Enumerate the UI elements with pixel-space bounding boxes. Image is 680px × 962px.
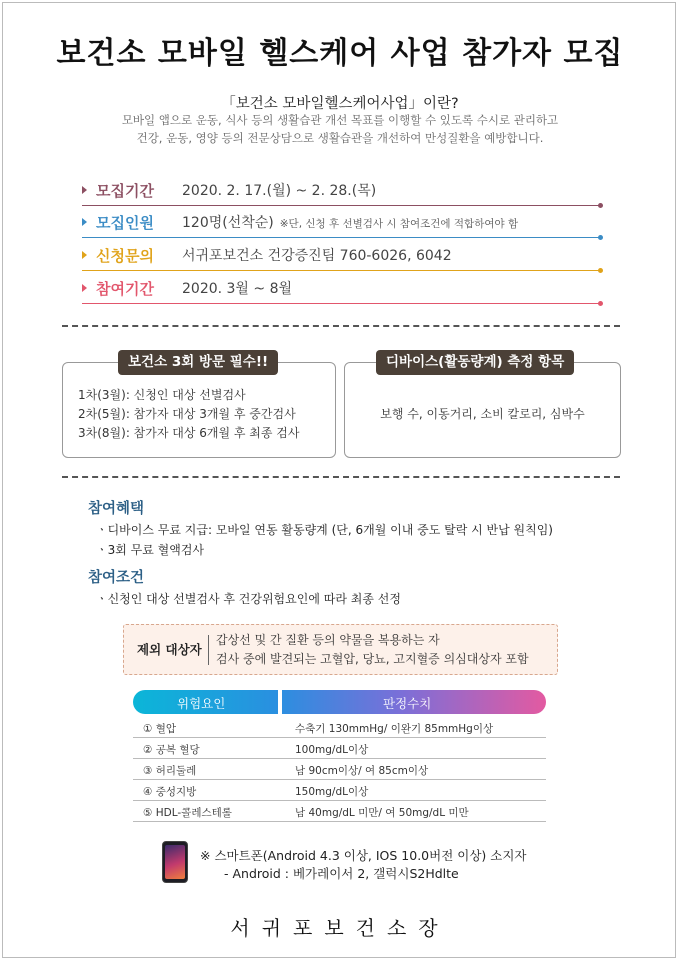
participation-value: 2020. 3월 ~ 8월	[182, 281, 293, 297]
info-row-period	[82, 180, 602, 212]
threshold: 100mg/dL이상	[295, 744, 369, 756]
visit-item: 1차(3월): 신청인 대상 선별검사	[78, 388, 246, 402]
arrow-icon	[82, 186, 87, 194]
smartphone-requirement: ※ 스마트폰(Android 4.3 이상, IOS 10.0버전 이상) 소지자	[200, 848, 527, 863]
table-row	[133, 759, 546, 780]
intro-line: 건강, 운동, 영양 등의 전문상담으로 생활습관을 개선하여 만성질환을 예방합니다.	[136, 131, 544, 145]
arrow-icon	[82, 251, 87, 259]
exclusion-label: 제외 대상자	[137, 642, 202, 657]
table-row	[133, 801, 546, 822]
dashed-divider	[62, 476, 620, 478]
exclusion-box	[123, 624, 558, 675]
arrow-icon	[82, 218, 87, 226]
benefits-title: 참여혜택	[88, 501, 145, 517]
intro-line: 모바일 앱으로 운동, 식사 등의 생활습관 개선 목표를 이행할 수 있도록 수시로 관리하고	[121, 113, 559, 127]
info-row-participation	[82, 278, 602, 310]
risk-factor: ③ 허리둘레	[143, 765, 197, 777]
visit-box-title: 보건소 3회 방문 필수!!	[118, 350, 278, 375]
participation-label: 참여기간	[96, 280, 154, 298]
table-row	[133, 717, 546, 738]
header-risk-factor: 위험요인	[177, 696, 226, 711]
dashed-divider	[62, 325, 620, 327]
smartphone-icon	[162, 841, 188, 883]
divider-line	[82, 237, 600, 238]
period-label: 모집기간	[96, 182, 154, 200]
visit-list	[78, 386, 300, 443]
exclusion-line: 갑상선 및 간 질환 등의 약물을 복용하는 자	[216, 633, 440, 647]
table-row	[133, 738, 546, 759]
threshold: 남 40mg/dL 미만/ 여 50mg/dL 미만	[295, 807, 469, 819]
info-row-contact	[82, 245, 602, 277]
criteria-table	[133, 690, 546, 822]
period-value: 2020. 2. 17.(월) ~ 2. 28.(목)	[182, 183, 377, 199]
intro-body	[60, 111, 620, 147]
risk-factor: ② 공복 혈당	[143, 744, 200, 756]
divider-line	[82, 205, 600, 206]
conditions-title: 참여조건	[88, 570, 145, 586]
count-label: 모집인원	[96, 214, 154, 232]
count-note: ※단, 신청 후 선별검사 시 참여조건에 적합하여야 함	[279, 218, 519, 230]
threshold: 150mg/dL이상	[295, 786, 369, 798]
intro-heading: 「보건소 모바일헬스케어사업」이란?	[221, 96, 459, 112]
visit-item: 2차(5월): 참가자 대상 3개월 후 중간검사	[78, 407, 296, 421]
threshold: 수축기 130mmHg/ 이완기 85mmHg이상	[295, 723, 494, 735]
contact-label: 신청문의	[96, 247, 154, 265]
header-divider	[278, 690, 282, 714]
header-threshold: 판정수치	[383, 696, 432, 711]
benefit-item: ㆍ디바이스 무료 지급: 모바일 연동 활동량계 (단, 6개월 이내 중도 탈락 시 반납 원칙임)	[96, 523, 553, 537]
threshold: 남 90cm이상/ 여 85cm이상	[295, 765, 429, 777]
count-value: 120명(선착순)	[182, 215, 274, 231]
divider-line	[82, 270, 600, 271]
info-row-count	[82, 212, 602, 244]
smartphone-models: - Android : 베가레이서 2, 갤럭시S2Hdlte	[224, 866, 459, 881]
risk-factor: ① 혈압	[143, 723, 177, 735]
divider-line	[82, 303, 600, 304]
arrow-icon	[82, 284, 87, 292]
visit-box	[62, 354, 336, 458]
exclusion-separator	[208, 635, 209, 665]
device-items: 보행 수, 이동거리, 소비 칼로리, 심박수	[380, 407, 585, 421]
page-title: 보건소 모바일 헬스케어 사업 참가자 모집	[56, 36, 624, 71]
condition-item: ㆍ신청인 대상 선별검사 후 건강위험요인에 따라 최종 선정	[96, 592, 401, 606]
risk-factor: ④ 중성지방	[143, 786, 197, 798]
device-box-title: 디바이스(활동량계) 측정 항목	[376, 350, 574, 375]
exclusion-line: 검사 중에 발견되는 고혈압, 당뇨, 고지혈증 의심대상자 포함	[216, 652, 529, 666]
table-header	[133, 690, 546, 714]
count-value-wrap	[182, 212, 518, 232]
table-row	[133, 780, 546, 801]
risk-factor: ⑤ HDL-콜레스테롤	[143, 807, 232, 819]
visit-item: 3차(8월): 참가자 대상 6개월 후 최종 검사	[78, 426, 300, 440]
benefit-item: ㆍ3회 무료 혈액검사	[96, 543, 205, 557]
issuer-signature: 서귀포보건소장	[230, 916, 450, 940]
contact-value: 서귀포보건소 건강증진팀 760-6026, 6042	[182, 248, 452, 264]
device-box	[344, 354, 621, 458]
